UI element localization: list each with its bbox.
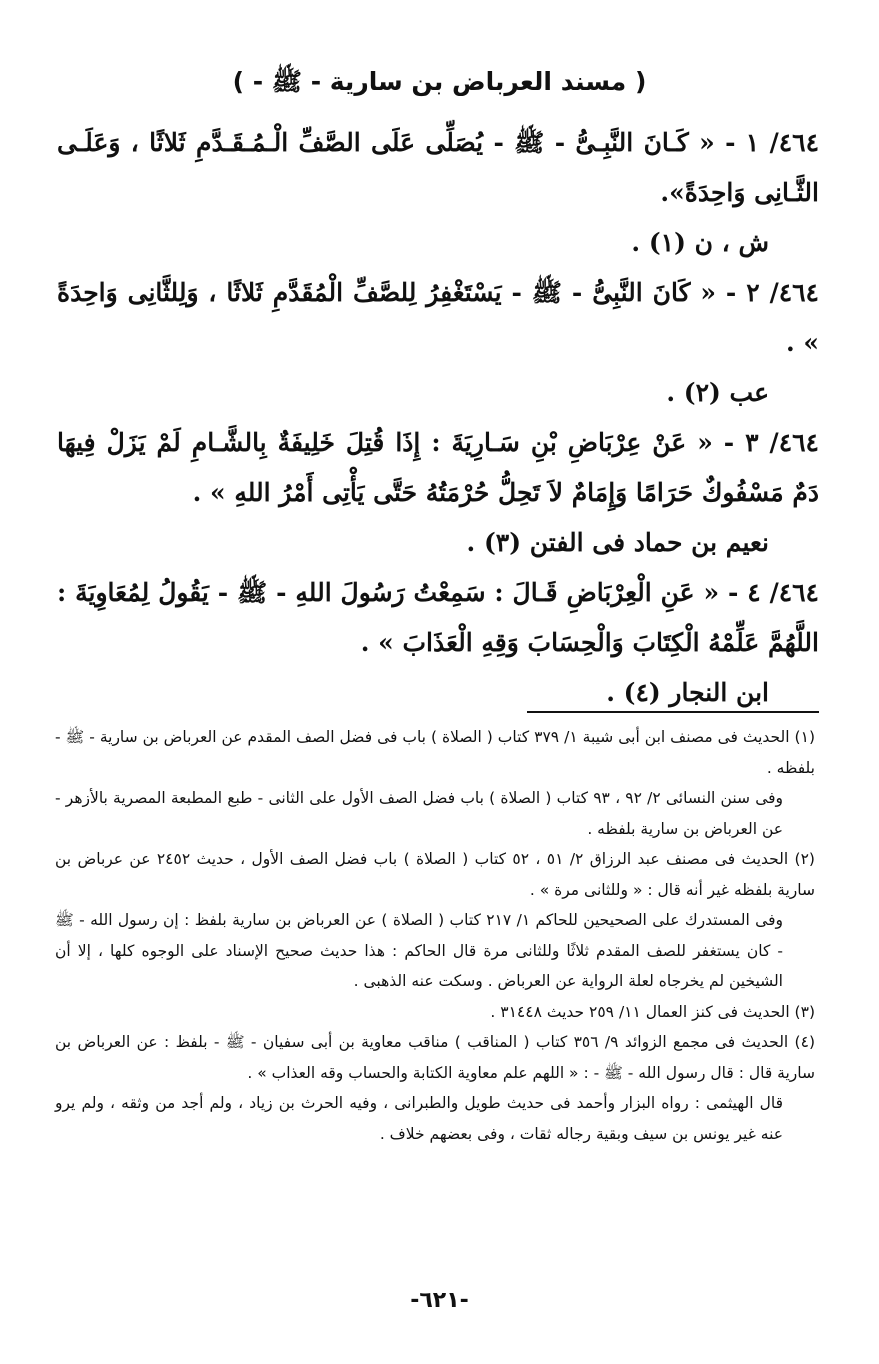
- hadith-entry-3: ٤٦٤/ ٣ - « عَنْ عِرْبَاضِ بْنِ سَـارِيَةَ : إِذَا قُتِلَ خَلِيفَةٌ بِالشَّـامِ لَمْ يَزَلْ فِيهَا دَمٌ مَسْفُوكٌ حَرَامًا وَإِمَامٌ لاَ تَحِلُّ حُرْمَتُهُ حَتَّى يَأْتِى أَمْرُ اللهِ » .: [57, 428, 819, 507]
- footnote-2-line-1: (٢) الحديث فى مصنف عبد الرزاق ٢/ ٥١ ، ٥٢ كتاب ( الصلاة ) باب فضل الصف الأول ، حديث ٢٤٥٢ عن عرباض بن سارية بلفظه غير أنه قال : « وللثانى مرة » .: [55, 850, 815, 899]
- hadith-entry-1: ٤٦٤/ ١ - « كَـانَ النَّبِـىُّ - ﷺ - يُصَلِّى عَلَى الصَّفِّ الْـمُـقَـدَّمِ ثَلاثًا ، وَعَلَـى الثَّـانِى وَاحِدَةً».: [57, 128, 820, 207]
- hadith-source-2: عب (٢) .: [666, 378, 769, 407]
- footnote-3-line-1: (٣) الحديث فى كنز العمال ١١/ ٢٥٩ حديث ٣١٤٤٨ .: [490, 1002, 815, 1021]
- hadith-entry-2: ٤٦٤/ ٢ - « كَانَ النَّبِىُّ - ﷺ - يَسْتَغْفِرُ لِلصَّفِّ الْمُقَدَّمِ ثَلاثًا ، وَلِلثَّانِى وَاحِدَةً » .: [57, 278, 819, 357]
- main-text: [57, 118, 819, 718]
- footnote-divider: [527, 711, 819, 713]
- page-number: -٦٢١-: [410, 1288, 469, 1313]
- footnote-4-line-1: (٤) الحديث فى مجمع الزوائد ٩/ ٣٥٦ كتاب ( المناقب ) مناقب معاوية بن أبى سفيان - ﷺ - بلفظ : عن العرباض بن سارية قال : قال رسول الله - ﷺ - : « اللهم علم معاوية الكتابة والحساب وقه العذاب » .: [55, 1033, 815, 1082]
- hadith-source-1: ش ، ن (١) .: [631, 228, 769, 257]
- hadith-source-3: نعيم بن حماد فى الفتن (٣) .: [466, 528, 769, 557]
- footnote-2-line-2: وفى المستدرك على الصحيحين للحاكم ١/ ٢١٧ كتاب ( الصلاة ) عن العرباض بن سارية بلفظ : إن رسول الله - ﷺ - كان يستغفر للصف المقدم ثلاثًا وللثانى مرة قال الحاكم : هذا حديث صحيح الإسناد على الوجوه كلها ، إلا أن الشيخين لم يخرجاه لعلة الرواية عن العرباض . وسكت عنه الذهبى .: [55, 911, 783, 990]
- footnotes: [55, 722, 815, 1149]
- section-heading: ( مسند العرباض بن سارية - ﷺ - ): [232, 67, 647, 96]
- footnote-4-line-2: قال الهيثمى : رواه البزار وأحمد فى حديث طويل والطبرانى ، وفيه الحرث بن زياد ، ولم أجد من وثقه ، ولم يرو عنه غير يونس بن سيف وبقية رجاله ثقات ، وفى بعضهم خلاف .: [55, 1094, 783, 1143]
- footnote-1-line-2: وفى سنن النسائى ٢/ ٩٢ ، ٩٣ كتاب ( الصلاة ) باب فضل الصف الأول على الثانى - طبع المطبعة المصرية بالأزهر - عن العرباض بن سارية بلفظه .: [55, 789, 784, 838]
- hadith-source-4: ابن النجار (٤) .: [606, 678, 769, 707]
- hadith-entry-4: ٤٦٤/ ٤ - « عَنِ الْعِرْبَاضِ قَـالَ : سَمِعْتُ رَسُولَ اللهِ - ﷺ - يَقُولُ لِمُعَاوِيَةَ : اللَّهُمَّ عَلِّمْهُ الْكِتَابَ وَالْحِسَابَ وَقِهِ الْعَذَابَ » .: [57, 578, 819, 657]
- footnote-1-line-1: (١) الحديث فى مصنف ابن أبى شيبة ١/ ٣٧٩ كتاب ( الصلاة ) باب فى فضل الصف المقدم عن العرباض بن سارية - ﷺ - بلفظه .: [55, 728, 815, 777]
